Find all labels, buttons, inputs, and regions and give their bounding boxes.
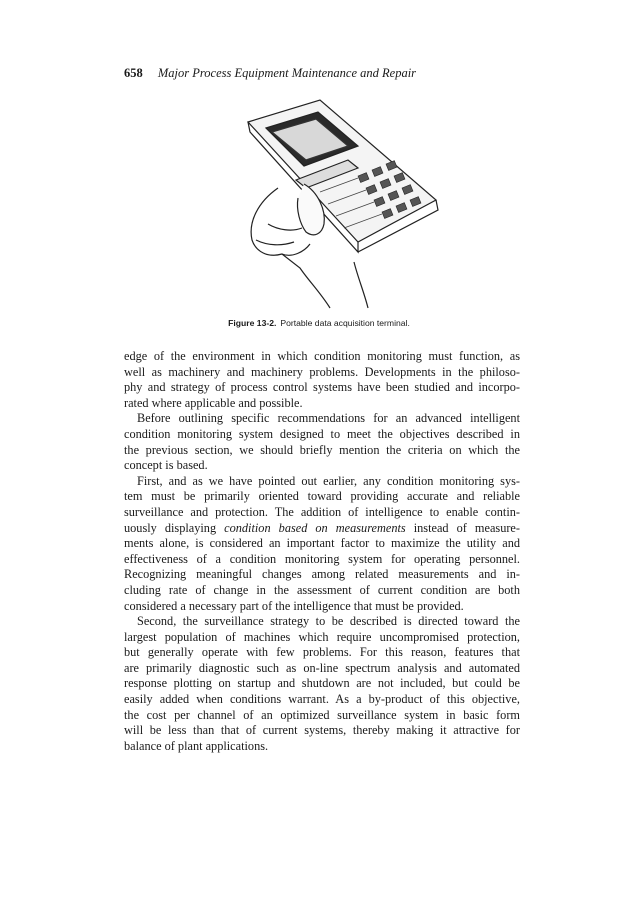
text-line: balance of plant applications.: [124, 738, 269, 753]
body-text: [124, 349, 520, 754]
figure-label: Figure 13-2.: [228, 318, 277, 328]
text-line: response plotting on startup and shutdown are not included, but could be: [124, 676, 520, 691]
text-line: Recognizing meaningful changes among related measurements and in-: [124, 567, 520, 582]
text-line: are primarily diagnostic such as on-line spectrum analysis and automated: [124, 660, 520, 675]
text-line: effectiveness of a condition monitoring system for operating personnel.: [124, 551, 520, 566]
text-line: cluding rate of change in the assessment of current condition are both: [124, 582, 520, 597]
paragraph: [124, 349, 520, 411]
running-header: [124, 66, 416, 81]
text-line: easily added when conditions warrant. As a by-product of this objective,: [124, 692, 520, 707]
text-line: rated where applicable and possible.: [124, 395, 303, 410]
text-line: First, and as we have pointed out earlier, any condition monitoring sys-: [137, 473, 520, 488]
text-line: well as machinery and machinery problems. Developments in the philoso-: [124, 364, 520, 379]
text-line: phy and strategy of process control systems have been studied and incorpo-: [124, 380, 520, 395]
emphasis: condition based on measurements: [224, 520, 406, 535]
text-line: surveillance and protection. The addition of intelligence to enable contin-: [124, 504, 520, 519]
paragraph: [124, 474, 520, 614]
text-line: ments alone, is considered an important factor to maximize the utility and: [124, 536, 520, 551]
page-number: 658: [124, 66, 143, 80]
text-fragment: instead of measure-: [413, 520, 520, 535]
figure-illustration: [208, 92, 448, 312]
text-line: but generally operate with few problems. For this reason, features that: [124, 645, 520, 660]
figure-caption: [0, 318, 638, 328]
running-title: Major Process Equipment Maintenance and Repair: [157, 66, 417, 80]
text-line: considered a necessary part of the intelligence that must be provided.: [124, 598, 464, 613]
text-line: [124, 521, 520, 537]
text-line: tem must be primarily oriented toward providing accurate and reliable: [124, 489, 520, 504]
text-line: will be less than that of current systems, thereby making it attractive for: [124, 723, 520, 738]
text-line: edge of the environment in which condition monitoring must function, as: [124, 349, 520, 363]
text-line: concept is based.: [124, 458, 208, 473]
text-line: Second, the surveillance strategy to be described is directed toward the: [137, 614, 520, 629]
paragraph: [124, 614, 520, 754]
data-terminal-illustration: [208, 92, 448, 312]
text-line: largest population of machines which require uncompromised protection,: [124, 629, 520, 644]
text-line: condition monitoring system designed to meet the objectives described in: [124, 426, 520, 441]
text-line: the cost per channel of an optimized surveillance system in basic form: [124, 707, 520, 722]
figure-caption-text: Portable data acquisition terminal.: [280, 318, 410, 328]
text-line: Before outlining specific recommendations for an advanced intelligent: [137, 411, 520, 426]
text-fragment: uously displaying: [124, 520, 217, 535]
text-line: the previous section, we should briefly mention the criteria on which the: [124, 442, 520, 457]
paragraph: [124, 411, 520, 473]
